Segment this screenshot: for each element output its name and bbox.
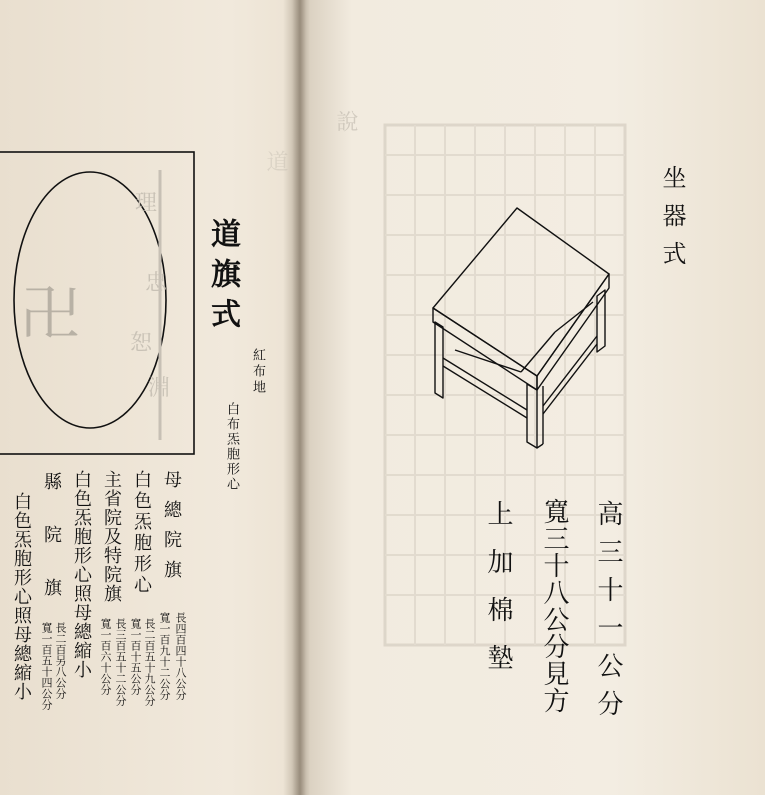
mother-size-length: 長四百四十八公分: [174, 612, 187, 700]
col-county-center: 白色炁胞形心照母總縮小: [11, 492, 32, 701]
col-provincial-center: 白色炁胞形心照母總縮小: [71, 470, 92, 679]
flag-style-title: 道旗式: [205, 218, 240, 338]
right-page: [300, 0, 765, 795]
subtitle-red-cloth: 紅布地: [250, 348, 265, 396]
subtitle-white-cloth: 白布炁胞形心: [224, 402, 239, 492]
svg-text:卍: 卍: [20, 280, 80, 350]
provincial-size-width: 寬一百六十公分: [99, 618, 112, 695]
col-white-center: 白色炁胞形心: [131, 470, 152, 596]
svg-text:理: 理: [135, 191, 158, 216]
svg-text:忠: 忠: [145, 271, 168, 296]
flag-illustration: [0, 140, 200, 460]
col-mother-flag: 母總院旗: [161, 470, 182, 590]
spec-width: 寬三十八公分見方: [539, 498, 569, 714]
stool-illustration: [425, 200, 625, 450]
spec-height: 高三十一公分: [593, 500, 623, 728]
seat-style-title: 坐器式: [658, 165, 686, 279]
mother-size-width: 寬一百九十二公分: [158, 612, 171, 700]
county-size-length: 長二百另八公分: [54, 622, 67, 699]
bleed-through-left: [260, 150, 291, 172]
provincial-size-length: 長三百五十二公分: [114, 618, 127, 706]
left-page: [0, 0, 300, 795]
svg-text:淵: 淵: [148, 376, 171, 401]
spec-cushion: 上加棉墊: [483, 500, 513, 692]
bleed-char: 說: [333, 110, 358, 132]
white-center-size-width: 寬一百十五公分: [129, 618, 142, 695]
svg-text:恕: 恕: [130, 331, 153, 356]
county-size-width: 寬一百五十四公分: [40, 622, 53, 710]
col-county-flag: 縣院旗: [41, 472, 62, 631]
bleed-through-right: [330, 110, 361, 132]
col-provincial-flag: 主省院及特院旗: [101, 470, 122, 603]
white-center-size-length: 長二百五十九公分: [143, 618, 156, 706]
bleed-char: 道: [263, 150, 288, 172]
